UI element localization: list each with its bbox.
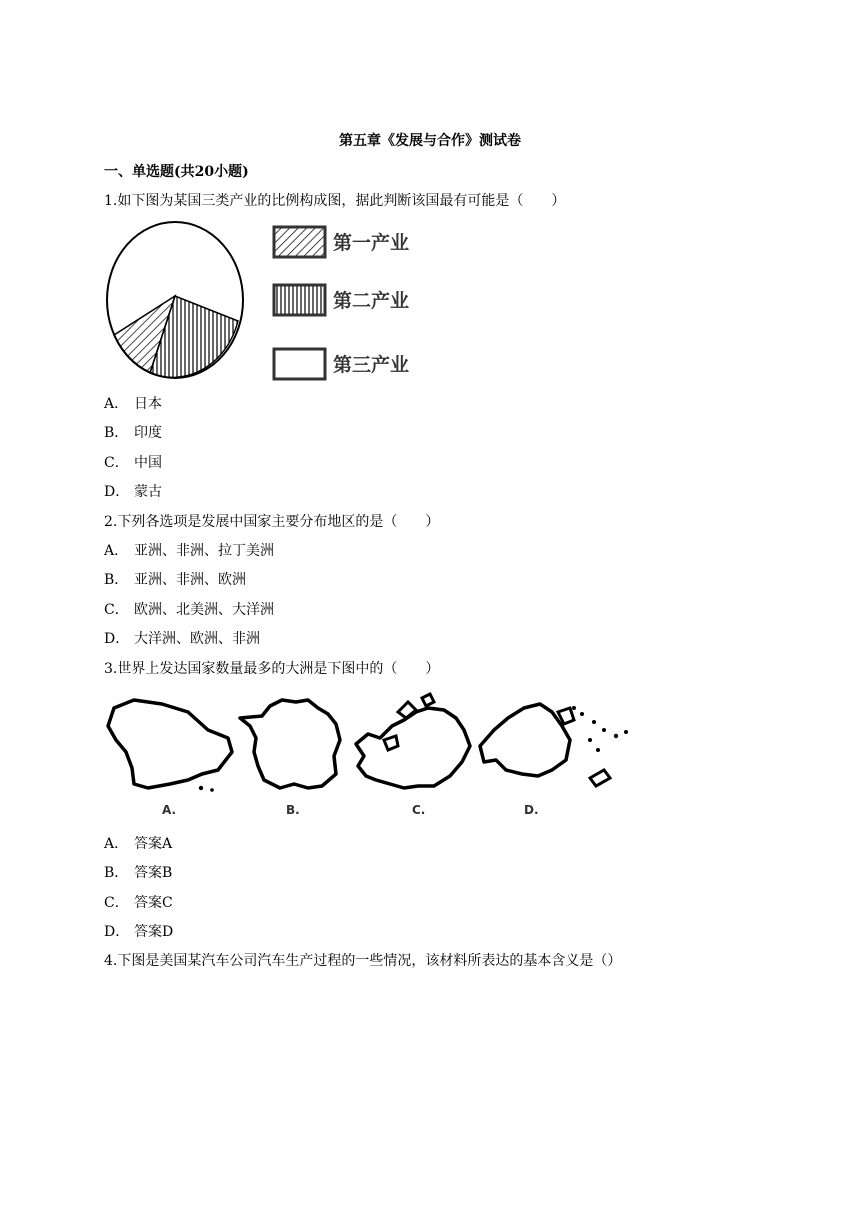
q2-option-c: C． 欧洲、北美洲、大洋洲 <box>104 602 274 618</box>
q3-option-d: D． 答案D <box>104 924 174 940</box>
q1-option-c: C． 中国 <box>104 455 162 471</box>
legend-swatch-primary <box>274 227 325 257</box>
q3-option-a: A． 答案A <box>104 836 173 852</box>
question-1-stem: 1.如下图为某国三类产业的比例构成图，据此判断该国最有可能是（ ） <box>104 193 566 209</box>
legend-label-tertiary: 第三产业 <box>333 354 410 376</box>
map-label-b: B. <box>286 803 300 817</box>
q1-option-d: D． 蒙古 <box>104 484 162 500</box>
map-label-a: A. <box>162 803 177 817</box>
continent-outline-d <box>480 704 570 776</box>
continent-outline-a <box>108 700 232 788</box>
q2-option-b: B． 亚洲、非洲、欧洲 <box>104 572 246 588</box>
q2-option-a: A． 亚洲、非洲、拉丁美洲 <box>104 543 274 559</box>
q3-option-c: C． 答案C <box>104 895 173 911</box>
question-4-stem: 4.下图是美国某汽车公司汽车生产过程的一些情况，该材料所表达的基本含义是（） <box>104 953 622 969</box>
continent-maps-figure <box>104 690 634 820</box>
continent-outline-c <box>356 708 470 788</box>
q1-option-b: B． 印度 <box>104 425 162 441</box>
section-heading: 一、单选题(共20小题) <box>104 164 249 180</box>
map-label-c: C. <box>412 803 426 817</box>
legend-label-primary: 第一产业 <box>333 232 410 254</box>
continent-outline-b <box>240 700 340 788</box>
q1-option-a: A． 日本 <box>104 396 162 412</box>
q2-option-d: D． 大洋洲、欧洲、非洲 <box>104 631 260 647</box>
legend-swatch-secondary <box>274 285 325 315</box>
industry-pie-figure <box>104 218 424 383</box>
q3-option-b: B． 答案B <box>104 865 173 881</box>
question-2-stem: 2.下列各选项是发展中国家主要分布地区的是（ ） <box>104 514 440 530</box>
document-title: 第五章《发展与合作》测试卷 <box>339 133 521 149</box>
question-3-stem: 3.世界上发达国家数量最多的大洲是下图中的（ ） <box>104 661 440 677</box>
legend-swatch-tertiary <box>274 349 325 379</box>
map-label-d: D. <box>524 803 539 817</box>
legend-label-secondary: 第二产业 <box>333 290 410 312</box>
